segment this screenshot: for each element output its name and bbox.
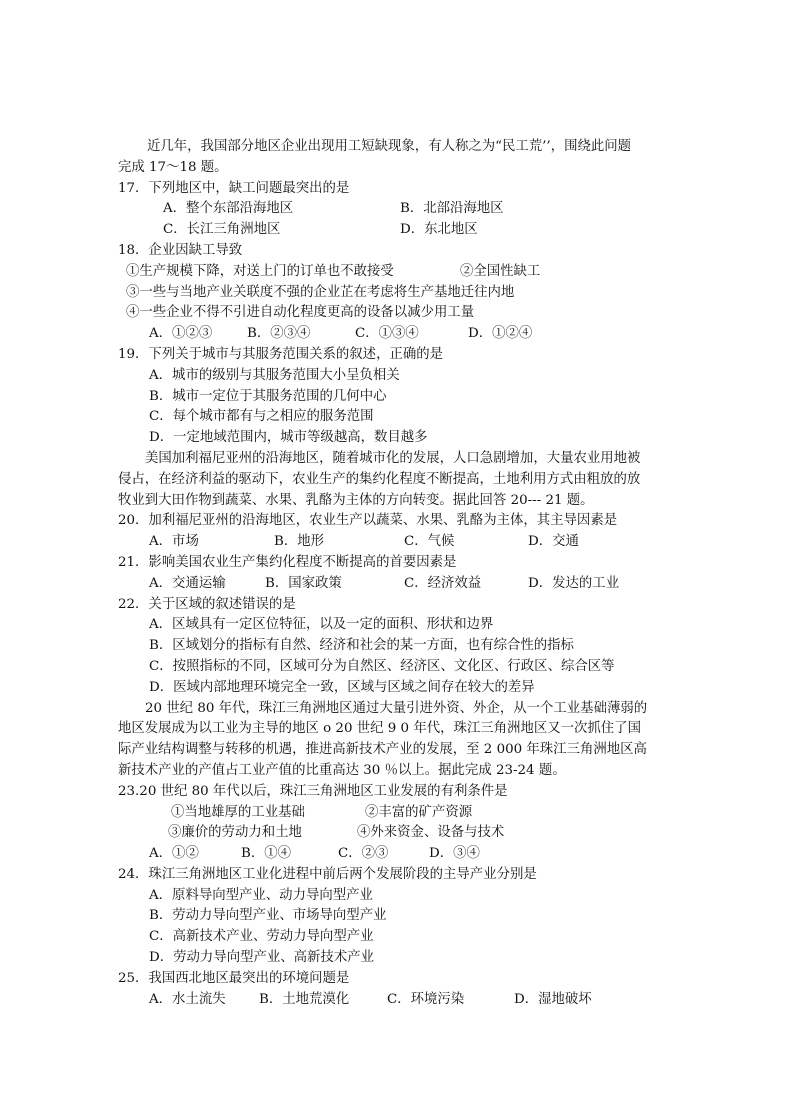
option-row [118,220,678,241]
intro-line: 地区发展成为以工业为主导的地区 o 20 世纪 9 0 年代，珠江三角洲地区又一次抓住了国 [118,721,641,737]
intro-line: 新技术产业的产值占工业产值的比重高达 30 ％以上。据此完成 23-24 题。 [118,762,566,778]
option-b: B．土地荒漠化 [259,991,350,1007]
option-b: B．国家政策 [265,575,342,591]
option-row [118,199,678,220]
option-b: B．地形 [274,534,325,550]
question-stem: 23.20 世纪 80 年代以后，珠江三角洲地区工业发展的有利条件是 [118,783,508,799]
question-stem: 18．企业因缺工导致 [118,242,243,258]
intro-passage-2 [118,449,678,511]
statement-row [118,803,678,824]
intro-line: 近几年，我国部分地区企业出现用工短缺现象，有人称之为“民工荒’’，围绕此问题 [147,139,632,154]
option-a: A．交通运输 [149,575,226,591]
option-c: C．按照指标的不同，区域可分为自然区、经济区、文化区、行政区、综合区等 [149,658,615,674]
intro-passage-3 [118,699,678,782]
question-24 [118,865,678,969]
intro-passage-1 [118,137,678,179]
question-21 [118,553,678,595]
option-a: A．城市的级别与其服务范围大小呈负相关 [149,367,400,383]
option-d: D．交通 [528,534,579,550]
option-row [118,324,678,345]
option-d: D．一定地域范围内，城市等级越高，数目越多 [149,430,428,446]
statement-2: ②丰富的矿产资源 [365,804,473,820]
option-a: A．原料导向型产业、动力导向型产业 [149,887,373,903]
intro-line: 际产业结构调整与转移的机遇，推进高新技术产业的发展，至 2 000 年珠江三角洲地区高 [118,742,647,758]
question-19 [118,345,678,449]
option-a: A．①② [149,846,199,862]
question-stem: 19．下列关于城市与其服务范围关系的叙述，正确的是 [118,346,444,362]
question-stem: 20．加利福尼亚州的沿海地区，农业生产以蔬菜、水果、乳酪为主体，其主导因素是 [118,513,618,529]
question-22 [118,595,678,699]
intro-line: 牧业到大田作物到蔬菜、水果、乳酪为主体的方向转变。据此回答 20--- 21 题。 [118,492,594,508]
question-stem: 22．关于区域的叙述错误的是 [118,596,296,612]
option-c: C．气候 [404,534,455,550]
statement-1: ①生产规模下降，对送上门的订单也不敢接受 [126,263,394,279]
statement-1: ①当地雄厚的工业基础 [171,804,305,820]
statement-row [118,262,678,283]
option-c: C．环境污染 [387,991,465,1007]
statement-3: ③廉价的劳动力和土地 [168,825,302,841]
option-b: B．①④ [241,846,292,862]
option-a: A．区域具有一定区位特征，以及一定的面积、形状和边界 [149,617,494,633]
question-stem: 24．珠江三角洲地区工业化进程中前后两个发展阶段的主导产业分别是 [118,866,537,882]
option-b: B．区域划分的指标有自然、经济和社会的某一方面，也有综合性的指标 [149,638,574,654]
option-b: B．城市一定位于其服务范围的几何中心 [149,388,387,404]
intro-line: 20 世纪 80 年代，珠江三角洲地区通过大量引进外资、外企，从一个工业基础薄弱的 [145,700,648,716]
option-a: A．①②③ [149,326,213,342]
question-18 [118,241,678,345]
option-row [118,532,678,553]
question-17 [118,179,678,241]
question-20 [118,511,678,553]
option-d: D．劳动力导向型产业、高新技术产业 [149,950,374,966]
option-c: C．每个城市都有与之相应的服务范围 [149,409,374,425]
statement-4: ④外来资金、设备与技术 [357,825,505,841]
option-c: C．高新技术产业、劳动力导向型产业 [149,929,374,945]
option-d: D．③④ [429,846,480,862]
option-d: D．发达的工业 [528,575,620,591]
option-c: C．②③ [338,846,389,862]
option-b: B．北部沿海地区 [400,201,504,217]
option-a: A．整个东部沿海地区 [163,201,294,217]
question-stem: 21．影响美国农业生产集约化程度不断提高的首要因素是 [118,554,457,570]
statement-2: ②全国性缺工 [460,263,541,279]
option-d: D．东北地区 [400,222,478,238]
intro-line: 完成 17～18 题。 [118,159,228,175]
option-d: D．湿地破坏 [514,991,592,1007]
intro-line: 美国加利福尼亚州的沿海地区，随着城市化的发展，人口急剧增加，大量农业用地被 [145,450,641,466]
question-25 [118,969,678,1011]
question-stem: 17．下列地区中，缺工问题最突出的是 [118,180,350,196]
option-c: C．经济效益 [404,575,482,591]
option-row [118,844,678,865]
question-stem: 25．我国西北地区最突出的环境问题是 [118,970,350,986]
statement-4: ④一些企业不得不引进自动化程度更高的设备以减少用工量 [126,305,475,321]
option-row [118,990,678,1011]
option-b: B．劳动力导向型产业、市场导向型产业 [149,908,387,924]
option-c: C．①③④ [355,326,419,342]
option-b: B．②③④ [247,326,311,342]
option-a: A．市场 [149,534,199,550]
option-a: A．水土流失 [149,991,226,1007]
option-d: D．医域内部地理环境完全一致，区域与区域之间存在较大的差异 [149,679,535,695]
option-row [118,574,678,595]
question-23 [118,782,678,865]
option-d: D．①②④ [468,326,533,342]
statement-row [118,823,678,844]
statement-3: ③一些与当地产业关联度不强的企业芷在考虑将生产基地迁往内地 [126,284,515,300]
intro-line: 侵占，在经济利益的驱动下，农业生产的集约化程度不断提高，土地利用方式由粗放的放 [118,471,641,487]
exam-page [118,137,678,1010]
option-c: C．长江三角洲地区 [163,222,281,238]
